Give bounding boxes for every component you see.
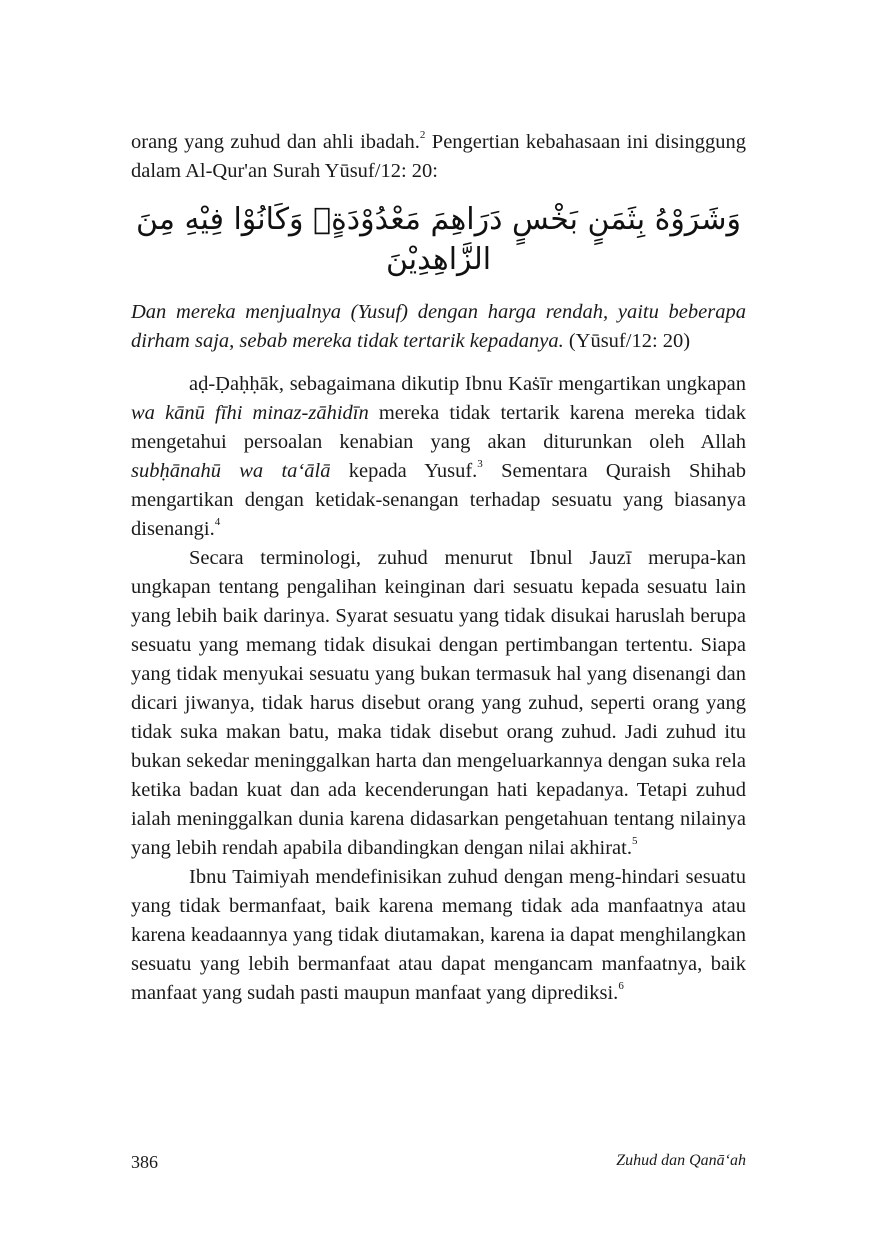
verse-translation: Dan mereka menjualnya (Yusuf) dengan harga rendah, yaitu beberapa dirham saja, sebab mereka tidak tertarik kepadanya. (Yūsuf/12: 20) xyxy=(131,301,746,352)
arabic-verse: وَشَرَوْهُ بِثَمَنٍ بَخْسٍ دَرَاهِمَ مَعْدُوْدَةٍۚ وَكَانُوْا فِيْهِ مِنَ الزَّاهِدِيْنَ xyxy=(136,202,741,277)
paragraph-ibnu-taimiyah: Ibnu Taimiyah mendefinisikan zuhud dengan meng-hindari sesuatu yang tidak bermanfaat, baik karena memang tidak ada manfaatnya atau karena keadaannya yang tidak diutamakan, karena ia dapat menghilangkan sesuatu yang lebih bermanfaat atau dapat mengancam manfaatnya, baik manfaat yang sudah pasti maupun manfaat yang diprediksi.$^6$ xyxy=(131,866,746,1004)
paragraph-dahhak: aḍ-Ḍaḥḥāk, sebagaimana dikutip Ibnu Kaṡīr mengartikan ungkapan wa kānū fīhi minaz-zāhidīn mereka tidak tertarik karena mereka tidak mengetahui persoalan kenabian yang akan diturunkan oleh Allah subḥānahū wa ta‘ālā kepada Yusuf.$^3$ Sementara Quraish Shihab mengartikan dengan ketidak-senangan terhadap sesuatu yang biasanya disenangi.$^4$ xyxy=(131,373,747,540)
footnote-ref-6[interactable]: 6 xyxy=(618,980,624,993)
page-number: 386 xyxy=(131,1152,158,1172)
paragraph-intro: orang yang zuhud dan ahli ibadah.$^2$ Pengertian kebahasaan ini disinggung dalam Al-Qur'an Surah Yūsuf/12: 20: xyxy=(131,129,746,182)
paragraph-terminology: Secara terminologi, zuhud menurut Ibnul Jauzī merupa-kan ungkapan tentang pengalihan keinginan dari sesuatu kepada sesuatu lain yang lebih baik darinya. Syarat sesuatu yang tidak disukai haruslah berupa sesuatu yang memang tidak disukai dengan pertimbangan tertentu. Siapa yang tidak menyukai sesuatu yang bukan termasuk hal yang disenangi dan dicari jiwanya, tidak harus disebut orang yang zuhud, seperti orang yang tidak suka makan batu, maka tidak disebut orang zuhud. Jadi zuhud itu bukan sekedar meninggalkan harta dan mengeluarkannya dengan suka rela ketika badan kuat dan ada kecenderungan hati kepadanya. Tetapi zuhud ialah meninggalkan dunia karena didasarkan pengetahuan tentang nilainya yang lebih rendah apabila dibandingkan dengan nilai akhirat.$^5$ xyxy=(131,547,746,859)
footnote-ref-2[interactable]: 2 xyxy=(419,129,426,142)
page-body xyxy=(131,128,746,1008)
footnote-ref-4[interactable]: 4 xyxy=(214,516,221,529)
italic-term-subhanahu: subḥānahū wa ta‘ālā xyxy=(131,460,331,482)
footnote-ref-3[interactable]: 3 xyxy=(477,458,483,471)
italic-term-zahidin: wa kānū fīhi minaz-zāhidīn xyxy=(131,402,369,424)
footnote-ref-5[interactable]: 5 xyxy=(631,835,638,848)
running-title: Zuhud dan Qanā‘ah xyxy=(616,1152,746,1169)
